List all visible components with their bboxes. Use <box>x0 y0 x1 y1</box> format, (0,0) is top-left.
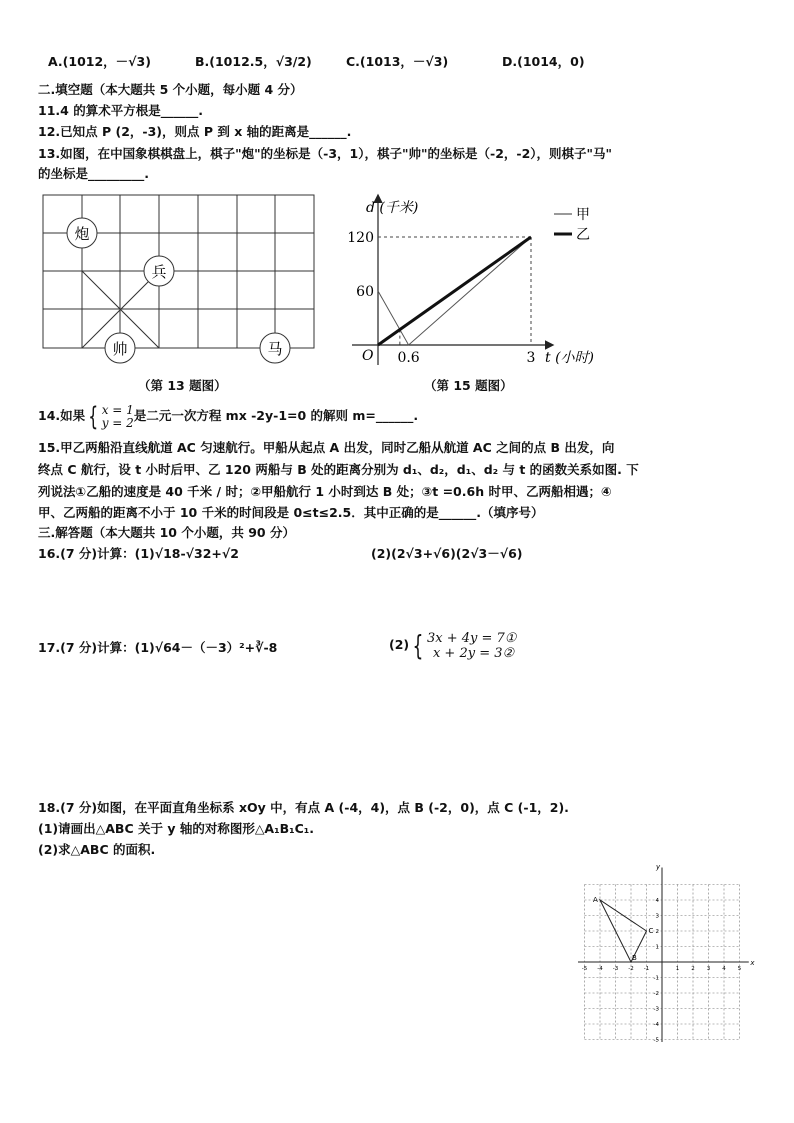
svg-text:马: 马 <box>267 340 283 358</box>
x-axis-label: x <box>750 959 755 967</box>
point-b-label: B <box>632 954 637 962</box>
legend <box>554 207 590 243</box>
y-tick-label: -5 <box>653 1037 659 1042</box>
question-15-line4: 甲、乙两船的距离不小于 10 千米的时间段是 0≤t≤2.5．其中正确的是______.（填序号） <box>38 505 544 520</box>
question-17-part2-label: (2) <box>389 637 410 652</box>
system-brace: { <box>412 628 424 662</box>
legend-jia: 甲 <box>576 207 590 223</box>
y-tick-label: -2 <box>653 991 659 997</box>
y-tick-label: 3 <box>655 913 659 920</box>
question-14 <box>38 402 418 431</box>
equation-system <box>102 404 134 430</box>
question-17-part1: 17.(7 分)计算：(1)√64－（－3）²+∛-8 <box>38 640 278 655</box>
point-c-label: C <box>648 927 654 935</box>
x-tick-label: 2 <box>691 966 695 972</box>
triangle-abc <box>600 900 647 962</box>
distance-time-chart <box>340 190 620 372</box>
x-tick-label: -5 <box>581 966 588 972</box>
question-15-line2: 终点 C 航行，设 t 小时后甲、乙 120 两船与 B 处的距离分别为 d₁、d₂，d₁、d₂ 与 t 的函数关系如图. 下 <box>38 462 639 477</box>
question-18-line3: (2)求△ABC 的面积. <box>38 842 156 857</box>
question-15-line1: 15.甲乙两船沿直线航道 AC 匀速航行。甲船从起点 A 出发，同时乙船从航道 AC 之间的点 B 出发，向 <box>38 440 615 455</box>
system-eq1: x = 1 <box>101 402 134 417</box>
option-c: C.(1013，－√3) <box>346 54 449 69</box>
point-a-label: A <box>593 896 598 904</box>
figure-13-caption: （第 13 题图） <box>138 378 227 393</box>
y-tick-label: 1 <box>655 944 659 951</box>
y-tick-label: 120 <box>347 230 374 246</box>
piece-pao <box>67 218 97 248</box>
x-tick-label: 3 <box>526 350 536 366</box>
section-solve-heading: 三.解答题（本大题共 10 个小题，共 90 分） <box>38 525 295 540</box>
x-tick-label: 5 <box>737 966 742 972</box>
question-18-line1: 18.(7 分)如图，在平面直角坐标系 xOy 中，有点 A (-4，4)，点 B (-2，0)，点 C (-1，2). <box>38 800 569 815</box>
x-tick-label: -4 <box>597 966 603 972</box>
svg-text:炮: 炮 <box>74 225 90 243</box>
y-axis-label: y <box>656 863 661 871</box>
y-tick-label: 4 <box>655 898 659 904</box>
y-tick-label: -3 <box>653 1006 659 1013</box>
option-a: A.(1012，－√3) <box>48 54 151 69</box>
question-15-line3: 列说法①乙船的速度是 40 千米 / 时；②甲船航行 1 小时到达 B 处；③t =0.6h 时甲、乙两船相遇；④ <box>38 484 612 499</box>
question-14-prefix: 14.如果 <box>38 408 86 423</box>
origin-label: O <box>362 348 374 364</box>
question-11: 11.4 的算术平方根是______. <box>38 103 203 118</box>
x-tick-label: -3 <box>612 966 619 972</box>
x-tick-label: 4 <box>722 966 726 972</box>
svg-text:兵: 兵 <box>151 263 167 281</box>
system-brace: { <box>88 401 99 432</box>
question-17-part2 <box>389 630 516 661</box>
x-tick-label: 1 <box>675 966 680 972</box>
question-14-suffix: 是二元一次方程 mx -2y-1=0 的解则 m=______. <box>133 408 419 423</box>
question-13-line2: 的坐标是_________. <box>38 166 149 181</box>
chess-board-figure <box>30 188 330 368</box>
x-tick-label: -2 <box>628 966 634 972</box>
series-yi-line <box>378 237 531 345</box>
system-eq2: x + 2y = 3② <box>432 645 515 661</box>
question-18-line2: (1)请画出△ABC 关于 y 轴的对称图形△A₁B₁C₁. <box>38 821 314 836</box>
piece-ma <box>260 333 290 363</box>
option-b: B.(1012.5，√3/2) <box>195 54 312 69</box>
option-d: D.(1014，0) <box>502 54 585 69</box>
legend-yi: 乙 <box>576 227 590 243</box>
y-tick-label: 60 <box>356 284 374 300</box>
section-fill-heading: 二.填空题（本大题共 5 个小题，每小题 4 分） <box>38 82 303 97</box>
y-tick-label: 2 <box>655 929 659 935</box>
x-tick-label: 0.6 <box>397 350 420 366</box>
question-13-line1: 13.如图，在中国象棋棋盘上，棋子"炮"的坐标是（-3，1），棋子"帅"的坐标是（-2，-2），则棋子"马" <box>38 146 613 161</box>
system-eq1: 3x + 4y = 7① <box>426 630 517 646</box>
coordinate-grid-figure <box>578 862 756 1042</box>
equation-system <box>427 631 516 661</box>
figure-15-caption: （第 15 题图） <box>424 378 513 393</box>
y-axis-label: d (千米) <box>366 200 419 216</box>
piece-shuai <box>105 333 135 363</box>
y-tick-label: -4 <box>653 1022 659 1028</box>
question-16-part1: 16.(7 分)计算：(1)√18-√32+√2 <box>38 546 239 561</box>
question-12: 12.已知点 P (2，-3)，则点 P 到 x 轴的距离是______. <box>38 124 352 139</box>
y-tick-label: -1 <box>653 975 659 982</box>
svg-text:帅: 帅 <box>112 340 128 358</box>
piece-bing <box>144 256 174 286</box>
x-tick-label: -1 <box>643 966 650 972</box>
x-tick-label: 3 <box>706 966 711 972</box>
question-16-part2: (2)(2√3+√6)(2√3－√6) <box>371 546 523 561</box>
x-axis-label: t (小时) <box>545 350 594 366</box>
system-eq2: y = 2 <box>101 415 134 430</box>
